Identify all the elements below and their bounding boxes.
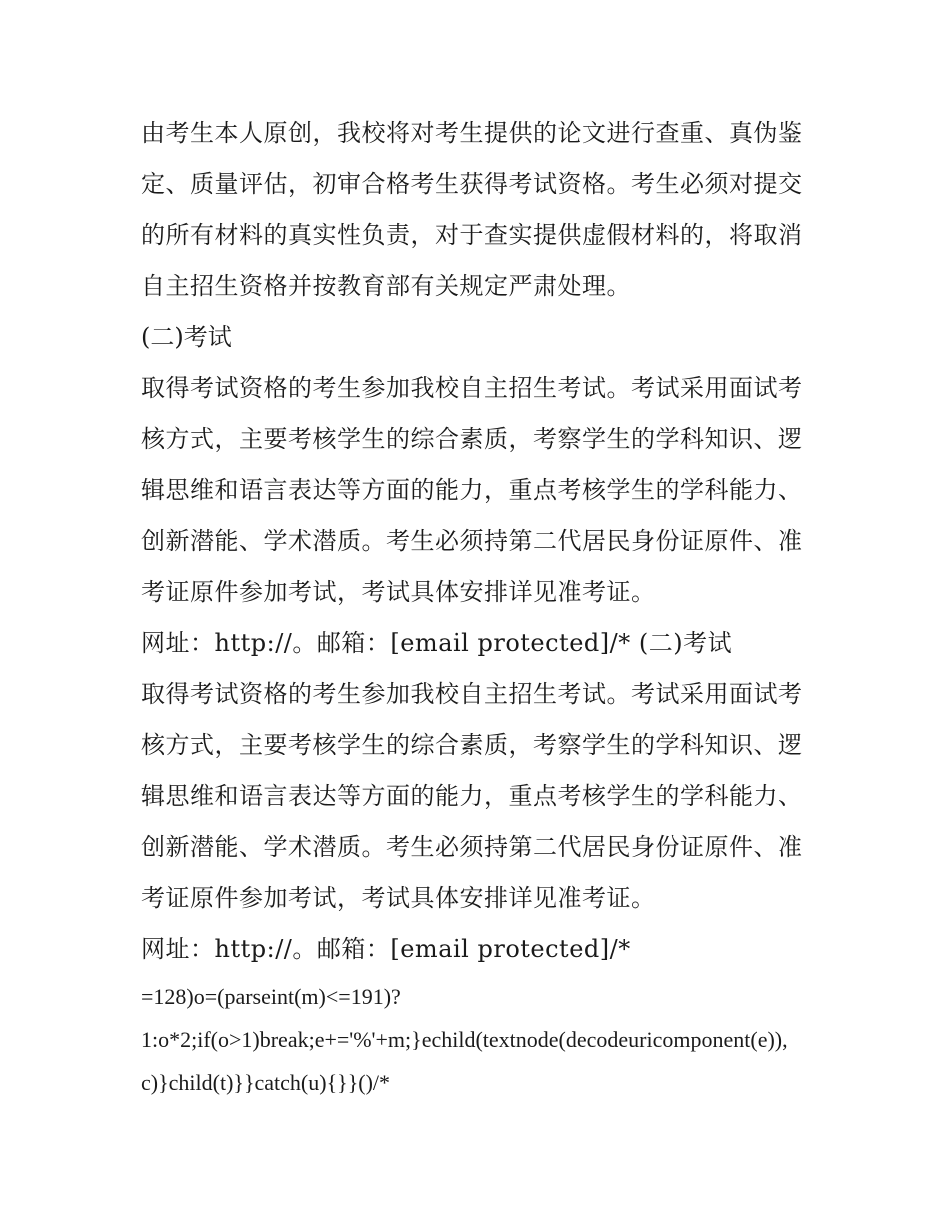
code-fragment-line-2: 1:o*2;if(o>1)break;e+='%'+m;}echild(textnode(decodeuricomponent(e)),c)}child(t)}}catch(u){}}()/* xyxy=(141,1027,788,1095)
code-fragment-line-1: =128)o=(parseint(m)<=191)? xyxy=(141,984,401,1009)
paragraph-exam-details: 取得考试资格的考生参加我校自主招生考试。考试采用面试考核方式，主要考核学生的综合素质，考察学生的学科知识、逻辑思维和语言表达等方面的能力，重点考核学生的学科能力、创新潜能、学术潜质。考生必须持第二代居民身份证原件、准考证原件参加考试，考试具体安排详见准考证。 xyxy=(141,374,803,606)
contact-line-repeat: 网址：http://。邮箱：[email protected]/* xyxy=(141,935,631,963)
contact-line: 网址：http://。邮箱：[email protected]/* (二)考试 xyxy=(141,629,733,657)
document-body xyxy=(141,108,813,1104)
paragraph-review-notice: 由考生本人原创，我校将对考生提供的论文进行查重、真伪鉴定、质量评估，初审合格考生获得考试资格。考生必须对提交的所有材料的真实性负责，对于查实提供虚假材料的，将取消自主招生资格并按教育部有关规定严肃处理。 xyxy=(141,119,803,300)
paragraph-exam-details-repeat: 取得考试资格的考生参加我校自主招生考试。考试采用面试考核方式，主要考核学生的综合素质，考察学生的学科知识、逻辑思维和语言表达等方面的能力，重点考核学生的学科能力、创新潜能、学术潜质。考生必须持第二代居民身份证原件、准考证原件参加考试，考试具体安排详见准考证。 xyxy=(141,680,803,912)
section-heading-exam: (二)考试 xyxy=(141,323,232,351)
